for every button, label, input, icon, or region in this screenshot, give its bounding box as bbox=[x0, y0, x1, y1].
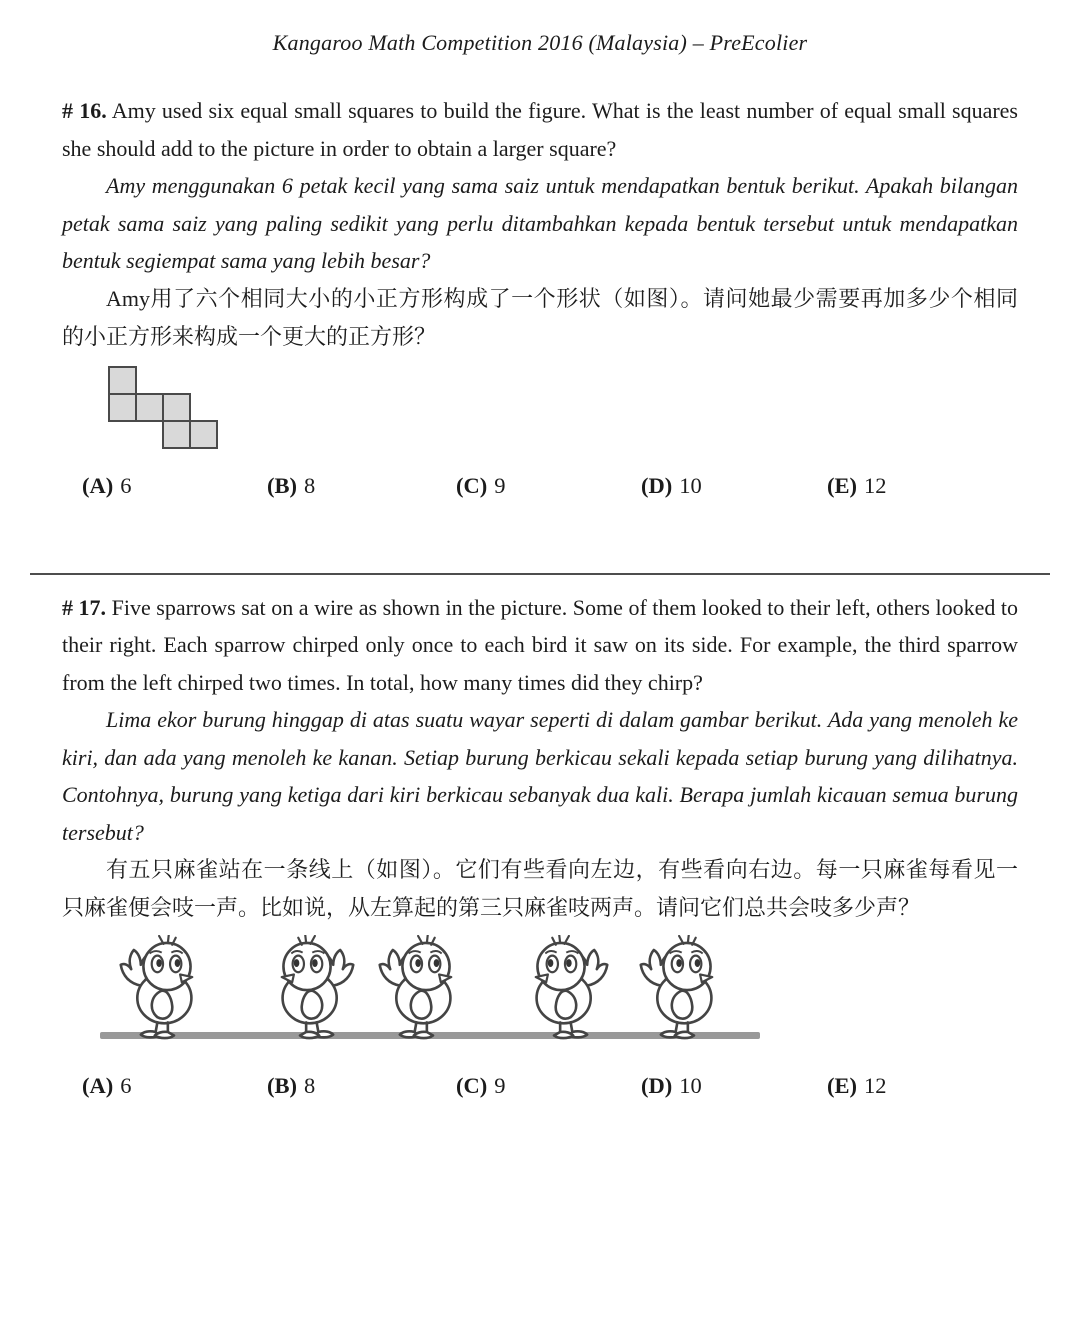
small-square bbox=[135, 393, 164, 422]
sparrow-2-facing-left bbox=[266, 935, 362, 1040]
q16-option-e bbox=[827, 473, 887, 499]
question-17-text-en bbox=[62, 589, 1018, 702]
sparrow-5-facing-right bbox=[632, 935, 728, 1040]
document-content bbox=[0, 92, 1080, 1103]
question-16-squares-figure bbox=[108, 366, 1018, 449]
q16-option-d-label: (D) bbox=[641, 472, 673, 498]
question-16-number: # 16. bbox=[62, 98, 107, 123]
q16-option-d-value: 10 bbox=[679, 472, 702, 498]
sparrow-4-facing-left bbox=[520, 935, 616, 1040]
q17-option-d bbox=[641, 1073, 702, 1099]
q16-option-b bbox=[267, 473, 315, 499]
q16-option-a-label: (A) bbox=[82, 472, 114, 498]
q16-option-d bbox=[641, 473, 702, 499]
small-square bbox=[108, 366, 137, 395]
sparrow-1-facing-right bbox=[112, 935, 208, 1040]
q16-option-e-value: 12 bbox=[864, 472, 887, 498]
q16-option-c bbox=[456, 473, 505, 499]
q17-option-d-label: (D) bbox=[641, 1073, 673, 1098]
q17-option-c bbox=[456, 1073, 505, 1099]
question-16-options bbox=[62, 473, 1018, 503]
q16-option-b-value: 8 bbox=[304, 472, 316, 498]
q16-option-b-label: (B) bbox=[267, 472, 297, 498]
question-17-options bbox=[62, 1073, 1018, 1103]
sparrow-icon bbox=[112, 935, 208, 1040]
small-square bbox=[162, 393, 191, 422]
q17-option-e-label: (E) bbox=[827, 1073, 857, 1098]
small-square bbox=[189, 420, 218, 449]
sparrow-icon bbox=[266, 935, 362, 1040]
q17-option-a-label: (A) bbox=[82, 1073, 114, 1098]
document-title: Kangaroo Math Competition 2016 (Malaysia) – PreEcolier bbox=[272, 30, 808, 55]
q17-option-b-label: (B) bbox=[267, 1073, 297, 1098]
small-square bbox=[162, 420, 191, 449]
sparrow-3-facing-right bbox=[371, 935, 467, 1040]
question-16-text-chinese: Amy用了六个相同大小的小正方形构成了一个形状（如图）。请问她最少需要再加多少个相同的小正方形来构成一个更大的正方形？ bbox=[62, 285, 1018, 349]
sparrow-icon bbox=[632, 935, 728, 1040]
q16-option-e-label: (E) bbox=[827, 472, 857, 498]
question-17-sparrows-figure bbox=[100, 935, 800, 1049]
q17-option-e-value: 12 bbox=[864, 1073, 887, 1098]
question-17-body-en: Five sparrows sat on a wire as shown in the picture. Some of them looked to their left, others looked to their right. Each sparrow chirped only once to each bird it saw on its side. For example, the third sparrow from the left chirped two times. In total, how many times did they chirp? bbox=[62, 594, 1018, 695]
question-16-text-en bbox=[62, 92, 1018, 167]
small-square bbox=[108, 393, 137, 422]
q17-option-a-value: 6 bbox=[120, 1073, 132, 1098]
q17-option-d-value: 10 bbox=[679, 1073, 702, 1098]
q17-option-c-value: 9 bbox=[494, 1073, 506, 1098]
question-17-text-malay: Lima ekor burung hinggap di atas suatu wayar seperti di dalam gambar berikut. Ada yang menoleh ke kiri, dan ada yang menoleh ke kanan. Setiap burung berkicau sekali kepada setiap burung yang dilihatnya. Contohnya, burung yang ketiga dari kiri berkicau sebanyak dua kali. Berapa jumlah kicauan semua burung tersebut? bbox=[62, 707, 1018, 845]
q17-option-b bbox=[267, 1073, 315, 1099]
q17-option-a bbox=[82, 1073, 131, 1099]
question-17-text-chinese: 有五只麻雀站在一条线上（如图）。它们有些看向左边，有些看向右边。每一只麻雀每看见一只麻雀便会吱一声。比如说，从左算起的第三只麻雀吱两声。请问它们总共会吱多少声？ bbox=[62, 857, 1018, 920]
sparrow-icon bbox=[520, 935, 616, 1040]
q16-option-c-label: (C) bbox=[456, 472, 488, 498]
q16-option-c-value: 9 bbox=[494, 472, 506, 498]
q17-option-e bbox=[827, 1073, 887, 1099]
question-17-number: # 17. bbox=[62, 594, 107, 620]
section-divider bbox=[30, 573, 1050, 575]
q16-option-a-value: 6 bbox=[120, 472, 132, 498]
sparrow-icon bbox=[371, 935, 467, 1040]
q17-option-b-value: 8 bbox=[304, 1073, 316, 1098]
q16-option-a bbox=[82, 473, 131, 499]
q17-option-c-label: (C) bbox=[456, 1073, 488, 1098]
question-16-body-en: Amy used six equal small squares to build the figure. What is the least number of equal small squares she should add to the picture in order to obtain a larger square? bbox=[62, 98, 1018, 161]
question-16-text-malay: Amy menggunakan 6 petak kecil yang sama saiz untuk mendapatkan bentuk berikut. Apakah bilangan petak sama saiz yang paling sedikit yang perlu ditambahkan kepada bentuk tersebut untuk mendapatkan bentuk segiempat sama yang lebih besar? bbox=[62, 173, 1018, 273]
